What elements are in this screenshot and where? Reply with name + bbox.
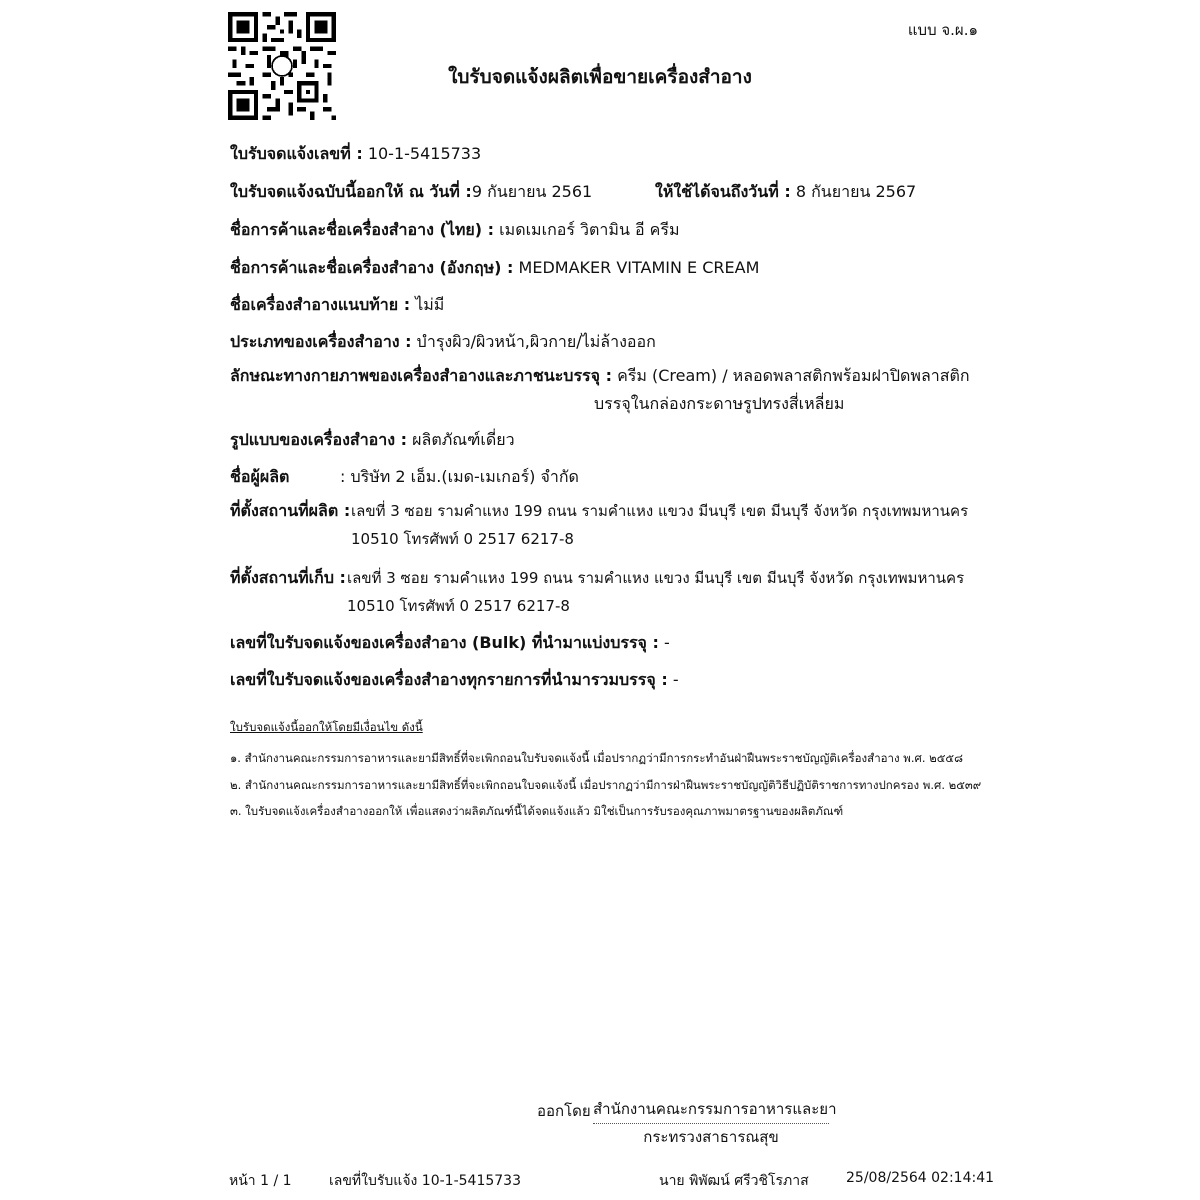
combined-no-label: เลขที่ใบรับจดแจ้งของเครื่องสำอางทุกรายการที่นำมารวมบรรจุ : <box>230 670 668 689</box>
valid-until-label: ให้ใช้ได้จนถึงวันที่ : <box>655 182 791 201</box>
reg-no-value: 10-1-5415733 <box>367 144 482 163</box>
format-value: ผลิตภัณฑ์เดี่ยว <box>412 430 515 449</box>
combined-no-value: - <box>672 670 679 689</box>
page-number: หน้า 1 / 1 <box>229 1173 292 1189</box>
mfg-address-value-line2: 10510 โทรศัพท์ 0 2517 6217-8 <box>351 530 574 548</box>
format-row <box>230 428 515 453</box>
combined-no-row <box>230 668 679 693</box>
issue-date-row <box>230 180 592 205</box>
mfg-address-label: ที่ตั้งสถานที่ผลิต : <box>230 501 351 520</box>
name-th-row <box>230 218 680 243</box>
store-address-row <box>230 566 346 591</box>
physical-value-line2: บรรจุในกล่องกระดาษรูปทรงสี่เหลี่ยม <box>594 394 845 413</box>
physical-value: ครีม (Cream) / หลอดพลาสติกพร้อมฝาปิดพลาสติก <box>617 366 970 385</box>
appendix-name-value: ไม่มี <box>415 295 445 314</box>
valid-until-value: 8 กันยายน 2567 <box>795 182 917 201</box>
appendix-name-label: ชื่อเครื่องสำอางแนบท้าย : <box>230 295 411 314</box>
footer-reg-ref: เลขที่ใบรับแจ้ง 10-1-5415733 <box>329 1173 521 1189</box>
name-en-label: ชื่อการค้าและชื่อเครื่องสำอาง (อังกฤษ) : <box>230 258 514 277</box>
manufacturer-row <box>230 465 289 490</box>
issuer-ministry: กระทรวงสาธารณสุข <box>643 1128 779 1146</box>
store-address-label: ที่ตั้งสถานที่เก็บ : <box>230 568 346 587</box>
reg-no-row <box>230 142 481 167</box>
type-row <box>230 330 656 355</box>
name-en-value: MEDMAKER VITAMIN E CREAM <box>518 258 760 277</box>
valid-until-row <box>655 180 916 205</box>
bulk-no-row <box>230 631 670 656</box>
type-value: บำรุงผิว/ผิวหน้า,ผิวกาย/ไม่ล้างออก <box>416 332 656 351</box>
store-address-value: เลขที่ 3 ซอย รามคำแหง 199 ถนน รามคำแหง แขวง มีนบุรี เขต มีนบุรี จังหวัด กรุงเทพมหานคร <box>347 569 965 587</box>
issuer-label: ออกโดย <box>537 1102 591 1120</box>
physical-label: ลักษณะทางกายภาพของเครื่องสำอางและภาชนะบรรจุ : <box>230 366 612 385</box>
form-code: แบบ จ.ผ.๑ <box>907 21 978 39</box>
name-th-value: เมดเมเกอร์ วิตามิน อี ครีม <box>499 220 680 239</box>
name-en-row <box>230 256 759 281</box>
manufacturer-value: : บริษัท 2 เอ็ม.(เมด-เมเกอร์) จำกัด <box>340 467 579 486</box>
issuer-org: สำนักงานคณะกรรมการอาหารและยา <box>593 1097 829 1124</box>
manufacturer-label: ชื่อผู้ผลิต <box>230 467 290 486</box>
appendix-name-row <box>230 293 444 318</box>
officer-name: นาย พิพัฒน์ ศรีวชิโรภาส <box>659 1173 809 1189</box>
mfg-address-row <box>230 499 350 524</box>
condition-item: ๓. ใบรับจดแจ้งเครื่องสำอางออกให้ เพื่อแสดงว่าผลิตภัณฑ์นี้ได้จดแจ้งแล้ว มิใช่เป็นการรับรองคุณภาพมาตรฐานของผลิตภัณฑ์ <box>230 804 844 818</box>
name-th-label: ชื่อการค้าและชื่อเครื่องสำอาง (ไทย) : <box>230 220 495 239</box>
physical-row <box>230 364 970 389</box>
mfg-address-value: เลขที่ 3 ซอย รามคำแหง 199 ถนน รามคำแหง แขวง มีนบุรี เขต มีนบุรี จังหวัด กรุงเทพมหานคร <box>351 502 969 520</box>
condition-item: ๒. สำนักงานคณะกรรมการอาหารและยามีสิทธิ์ที่จะเพิกถอนใบจดแจ้งนี้ เมื่อปรากฏว่ามีการฝ่าฝืนพระราชบัญญัติวิธีปฏิบัติราชการทางปกครอง พ.ศ. ๒๕๓๙ <box>230 778 982 792</box>
footer-timestamp: 25/08/2564 02:14:41 <box>846 1170 995 1186</box>
type-label: ประเภทของเครื่องสำอาง : <box>230 332 412 351</box>
store-address-value-line2: 10510 โทรศัพท์ 0 2517 6217-8 <box>347 597 570 615</box>
issue-date-label: ใบรับจดแจ้งฉบับนี้ออกให้ ณ วันที่ : <box>230 182 472 201</box>
reg-no-label: ใบรับจดแจ้งเลขที่ : <box>230 144 363 163</box>
conditions-heading: ใบรับจดแจ้งนี้ออกให้โดยมีเงื่อนไข ดังนี้ <box>230 720 423 734</box>
bulk-no-label: เลขที่ใบรับจดแจ้งของเครื่องสำอาง (Bulk) ที่นำมาแบ่งบรรจุ : <box>230 633 659 652</box>
page-title: ใบรับจดแจ้งผลิตเพื่อขายเครื่องสำอาง <box>448 66 752 88</box>
bulk-no-value: - <box>663 633 670 652</box>
condition-item: ๑. สำนักงานคณะกรรมการอาหารและยามีสิทธิ์ที่จะเพิกถอนใบรับจดแจ้งนี้ เมื่อปรากฏว่ามีการกระทำอันฝ่าฝืนพระราชบัญญัติเครื่องสำอาง พ.ศ. ๒๕๕๘ <box>230 751 963 765</box>
issue-date-value: 9 กันยายน 2561 <box>471 182 593 201</box>
format-label: รูปแบบของเครื่องสำอาง : <box>230 430 408 449</box>
